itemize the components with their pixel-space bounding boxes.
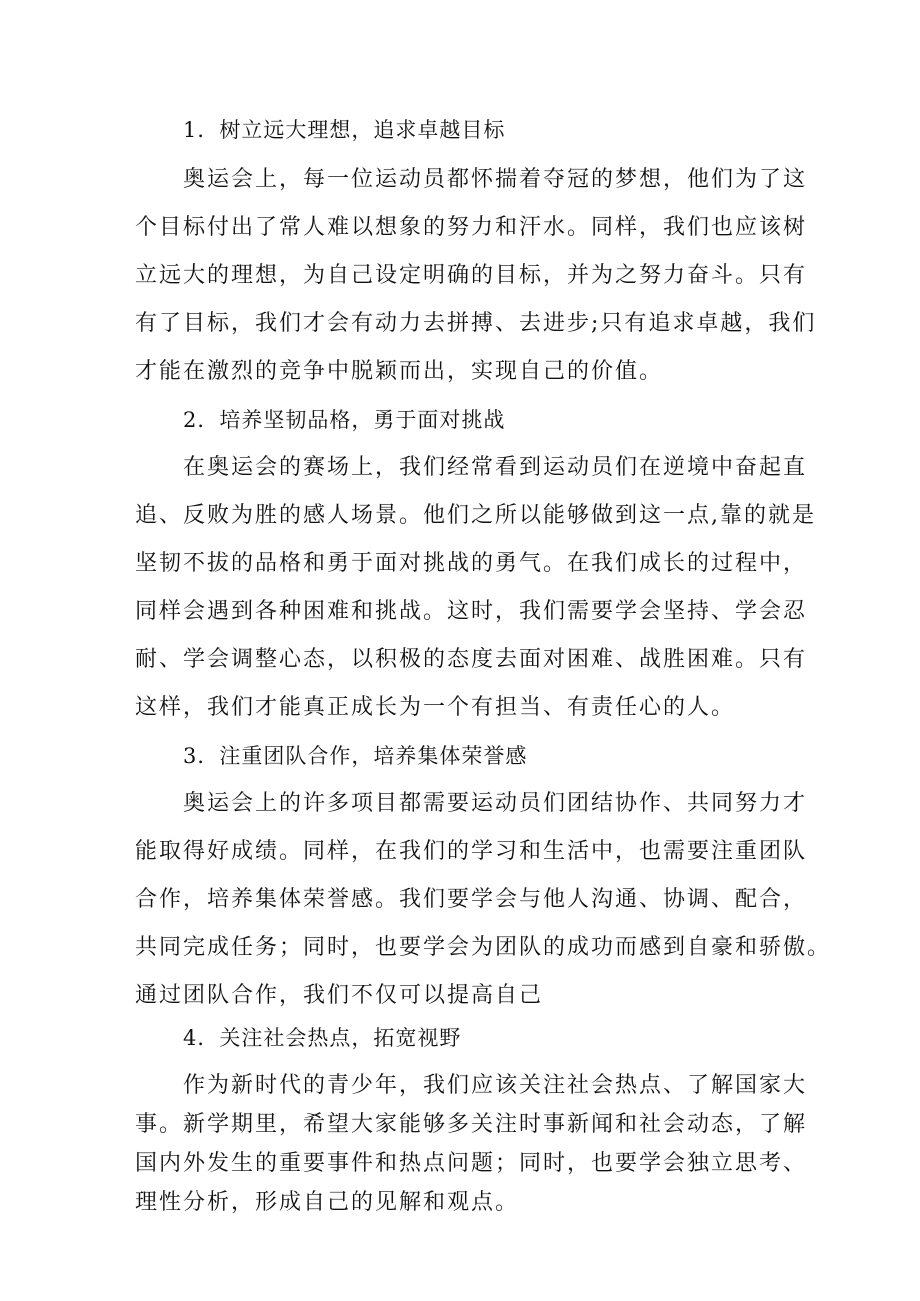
- section-4-line-3: 国内外发生的重要事件和热点问题；同时，也要学会独立思考、: [135, 1151, 808, 1176]
- section-2-line-2: 追、反败为胜的感人场景。他们之所以能够做到这一点,靠的就是: [135, 503, 816, 528]
- section-1-line-1: 奥运会上，每一位运动员都怀揣着夺冠的梦想，他们为了这: [183, 167, 808, 192]
- section-1-heading: 1．树立远大理想，追求卓越目标: [183, 118, 506, 142]
- section-3-line-1: 奥运会上的许多项目都需要运动员们团结协作、共同努力才: [183, 791, 808, 816]
- section-1-line-3: 立远大的理想，为自己设定明确的目标，并为之努力奋斗。只有: [135, 263, 808, 288]
- section-4-line-2: 事。新学期里，希望大家能够多关注时事新闻和社会动态，了解: [135, 1112, 808, 1137]
- section-3-heading: 3．注重团队合作，培养集体荣誉感: [183, 744, 528, 768]
- section-2-line-1: 在奥运会的赛场上，我们经常看到运动员们在逆境中奋起直: [183, 455, 808, 480]
- section-2-heading: 2．培养坚韧品格，勇于面对挑战: [183, 408, 506, 432]
- section-1-line-2: 个目标付出了常人难以想象的努力和汗水。同样，我们也应该树: [135, 215, 808, 240]
- section-3-line-2: 能取得好成绩。同样，在我们的学习和生活中，也需要注重团队: [135, 839, 808, 864]
- section-3-line-4: 共同完成任务；同时，也要学会为团队的成功而感到自豪和骄傲。: [135, 935, 832, 960]
- section-3-line-3: 合作，培养集体荣誉感。我们要学会与他人沟通、协调、配合，: [135, 887, 808, 912]
- section-1-line-4: 有了目标，我们才会有动力去拼搏、去进步;只有追求卓越，我们: [135, 311, 817, 336]
- section-2-line-5: 耐、学会调整心态，以积极的态度去面对困难、战胜困难。只有: [135, 647, 808, 672]
- section-2-line-6: 这样，我们才能真正成长为一个有担当、有责任心的人。: [135, 695, 736, 720]
- section-2-line-4: 同样会遇到各种困难和挑战。这时，我们需要学会坚持、学会忍: [135, 599, 808, 624]
- section-4-heading: 4．关注社会热点，拓宽视野: [183, 1026, 462, 1050]
- section-1-line-5: 才能在激烈的竞争中脱颖而出，实现自己的价值。: [135, 359, 664, 384]
- section-3-line-5: 通过团队合作，我们不仅可以提高自己: [135, 983, 544, 1008]
- section-2-line-3: 坚韧不拔的品格和勇于面对挑战的勇气。在我们成长的过程中，: [135, 551, 808, 576]
- section-4-line-1: 作为新时代的青少年，我们应该关注社会热点、了解国家大: [183, 1073, 808, 1098]
- section-4-line-4: 理性分析，形成自己的见解和观点。: [135, 1190, 520, 1215]
